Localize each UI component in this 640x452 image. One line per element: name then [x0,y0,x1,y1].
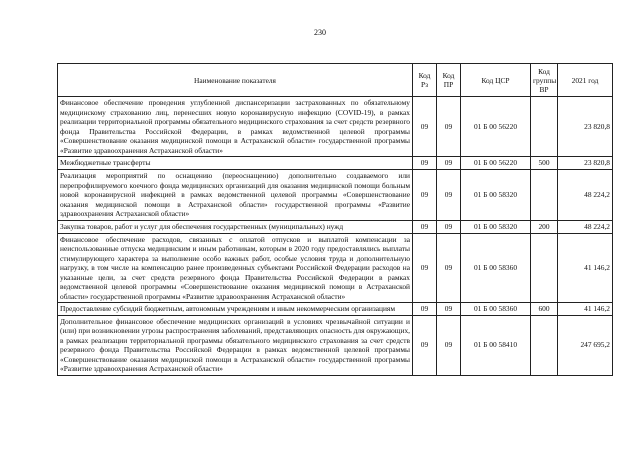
row-amount: 48 224,2 [558,220,613,233]
row-name: Дополнительное финансовое обеспечение медицинских организаций в условиях чрезвычайной ситуации и (или) при возникновении угрозы распространения заболеваний, представляющих опасность для окружающих, в рамках реализации территориальной программы обязательного медицинского страхования за счет средств резервного фонда Правительства Российской Федерации в рамках ведомственной целевой программы «Совершенствование оказания медицинской помощи в Астраханской области» государственной программы «Развитие здравоохранения Астраханской области» [58,315,413,375]
row-vr [531,315,558,375]
row-amount: 23 820,8 [558,157,613,170]
row-pr: 09 [437,157,461,170]
row-rz: 09 [413,220,437,233]
header-name: Наименование показателя [58,64,413,97]
table-row [58,303,613,316]
table-row [58,97,613,157]
row-name: Закупка товаров, работ и услуг для обеспечения государственных (муниципальных) нужд [58,220,413,233]
row-amount: 48 224,2 [558,170,613,221]
row-pr: 09 [437,233,461,303]
row-pr: 09 [437,303,461,316]
row-pr: 09 [437,97,461,157]
header-rz: Код Рз [413,64,437,97]
row-pr: 09 [437,170,461,221]
row-rz: 09 [413,315,437,375]
header-pr: Код ПР [437,64,461,97]
row-rz: 09 [413,97,437,157]
header-year: 2021 год [558,64,613,97]
row-csr: 01 Б 00 56220 [461,157,531,170]
row-rz: 09 [413,233,437,303]
header-vr: Код группы ВР [531,64,558,97]
row-rz: 09 [413,170,437,221]
row-name: Реализация мероприятий по оснащению (переоснащению) дополнительно создаваемого или перепрофилируемого коечного фонда медицинских организаций для оказания медицинской помощи больным новой коронавирусной инфекцией в рамках ведомственной целевой программы «Совершенствование оказания медицинской помощи в Астраханской области» государственной программы «Развитие здравоохранения Астраханской области» [58,170,413,221]
row-name: Предоставление субсидий бюджетным, автономным учреждениям и иным некоммерческим организациям [58,303,413,316]
table-row [58,157,613,170]
row-csr: 01 Б 00 58360 [461,303,531,316]
row-csr: 01 Б 00 58320 [461,220,531,233]
row-vr: 200 [531,220,558,233]
row-amount: 41 146,2 [558,303,613,316]
row-csr: 01 Б 00 58360 [461,233,531,303]
row-name: Финансовое обеспечение расходов, связанных с оплатой отпусков и выплатой компенсации за неиспользованные отпуска медицинским и иным работникам, которым в 2020 году предоставлялись выплаты стимулирующего характера за выполнение особо важных работ, особые условия труда и дополнительную нагрузку, в том числе на компенсацию ранее произведенных субъектами Российской Федерации расходов на указанные цели, за счет средств резервного фонда Правительства Российской Федерации в рамках ведомственной целевой программы «Совершенствование оказания медицинской помощи в Астраханской области» государственной программы «Развитие здравоохранения Астраханской области» [58,233,413,303]
table-row [58,170,613,221]
row-pr: 09 [437,220,461,233]
budget-table [57,63,613,376]
table-row [58,220,613,233]
row-pr: 09 [437,315,461,375]
row-csr: 01 Б 00 58410 [461,315,531,375]
budget-table-container [57,63,613,376]
row-vr [531,97,558,157]
row-rz: 09 [413,303,437,316]
row-vr [531,233,558,303]
row-csr: 01 Б 00 58320 [461,170,531,221]
table-row [58,315,613,375]
page-number: 230 [314,28,326,37]
row-amount: 247 695,2 [558,315,613,375]
table-header-row [58,64,613,97]
row-vr: 600 [531,303,558,316]
row-vr: 500 [531,157,558,170]
row-csr: 01 Б 00 56220 [461,97,531,157]
row-name: Финансовое обеспечение проведения углубленной диспансеризации застрахованных по обязательному медицинскому страхованию лиц, перенесших новую коронавирусную инфекцию (COVID-19), в рамках реализации территориальной программы обязательного медицинского страхования за счет средств резервного фонда Правительства Российской Федерации, в рамках ведомственной целевой программы «Совершенствование оказания медицинской помощи в Астраханской области» государственной программы «Развитие здравоохранения Астраханской области» [58,97,413,157]
row-name: Межбюджетные трансферты [58,157,413,170]
table-row [58,233,613,303]
row-amount: 41 146,2 [558,233,613,303]
row-rz: 09 [413,157,437,170]
row-amount: 23 820,8 [558,97,613,157]
row-vr [531,170,558,221]
header-csr: Код ЦСР [461,64,531,97]
